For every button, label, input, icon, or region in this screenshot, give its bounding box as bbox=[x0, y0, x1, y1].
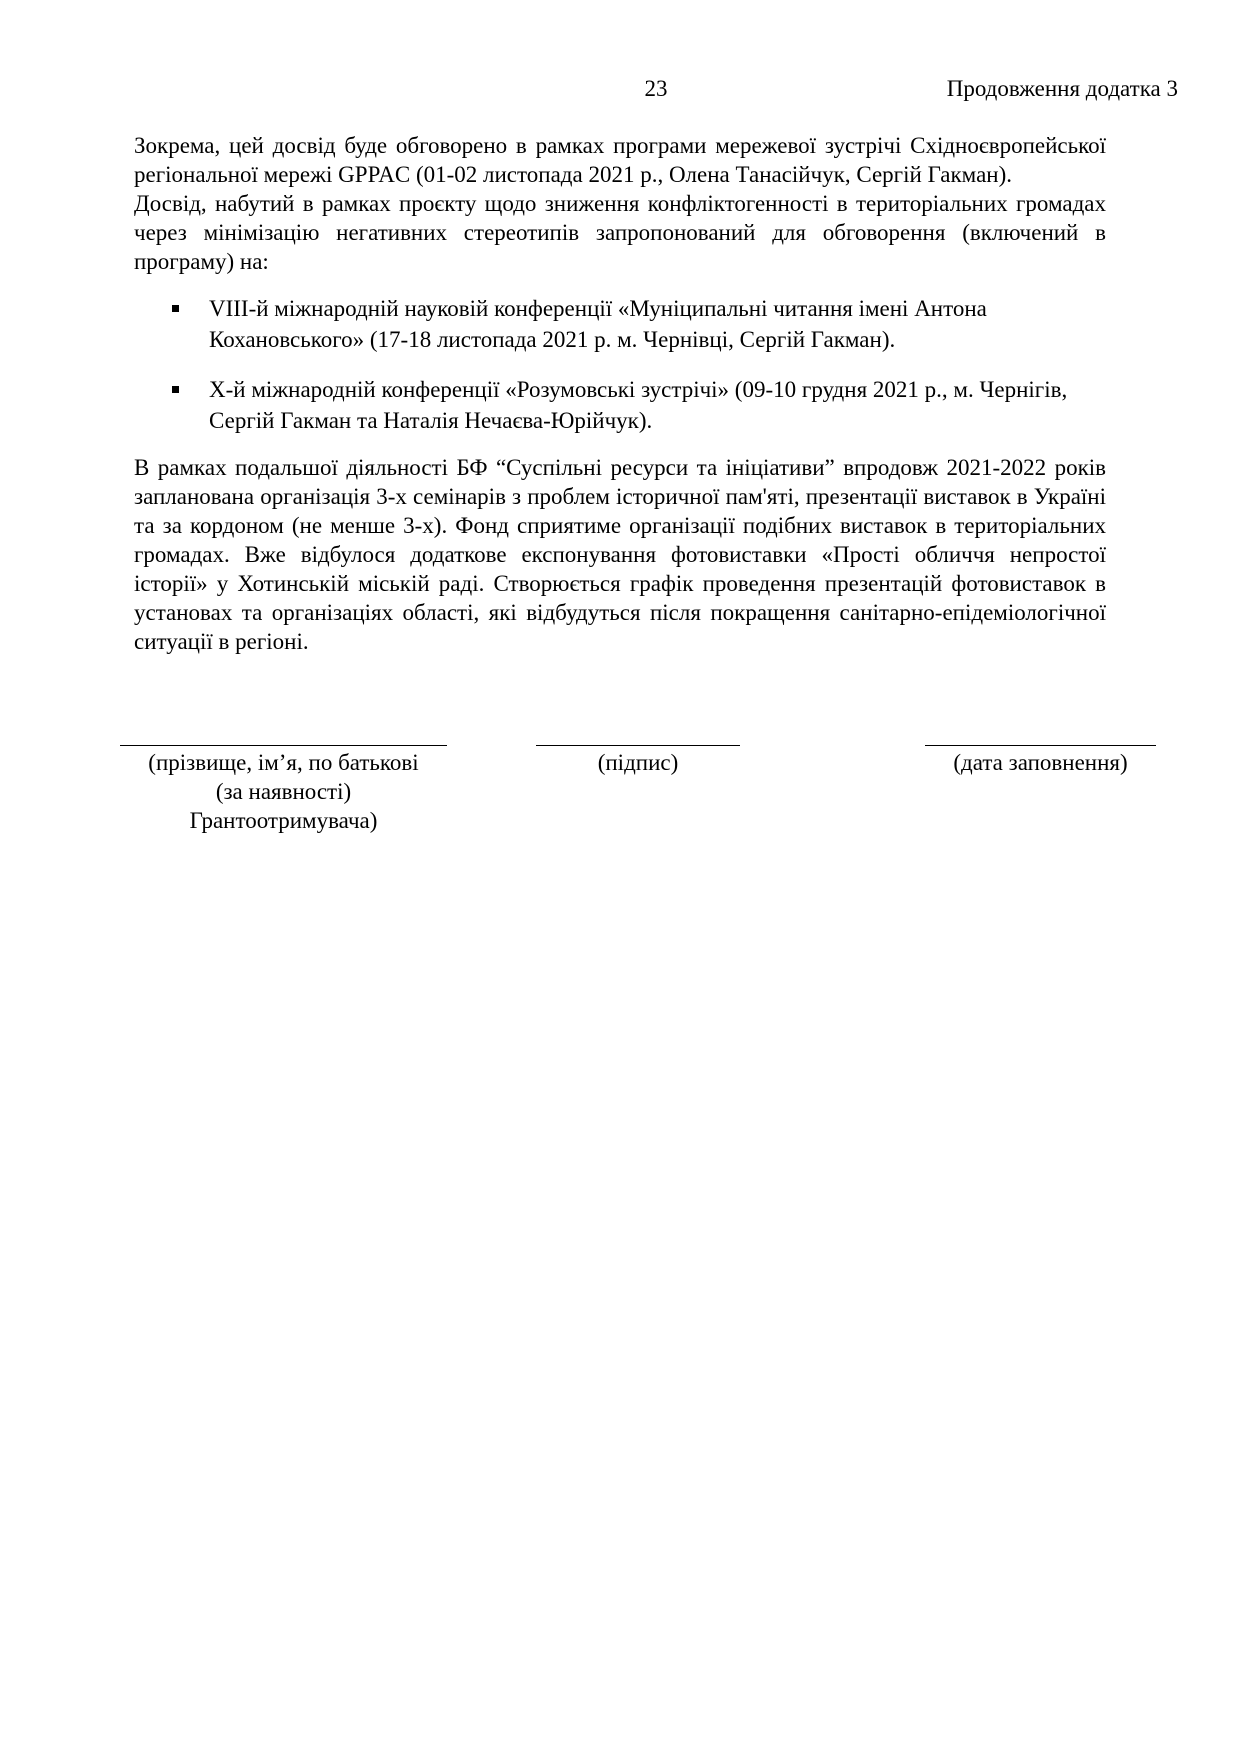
page-number: 23 bbox=[644, 76, 668, 101]
bullet-list-item-2 bbox=[134, 374, 1134, 436]
square-bullet-icon bbox=[172, 386, 179, 393]
name-caption-line-2: (за наявності) bbox=[215, 779, 352, 804]
bullet-list-item-1 bbox=[134, 293, 1134, 355]
signature-date-caption bbox=[925, 748, 1156, 777]
paragraph-future-activity: В рамках подальшої діяльності БФ “Суспільні ресурси та ініціативи” впродовж 2021-2022 років запланована організація 3-х семінарів з проблем історичної пам'яті, презентації виставок в Україні та за кордоном (не менше 3-х). Фонд сприятиме організації подібних виставок в територіальних громадах. Вже відбулося додаткове експонування фотовиставки «Прості обличчя непростої історії» у Хотинській міській раді. Створюється графік проведення презентацій фотовиставок в установах та організаціях області, які відбудуться після покращення санітарно-епідеміологічної ситуації в регіоні. bbox=[134, 455, 1106, 654]
signature-sign-line bbox=[536, 745, 740, 746]
continuation-label: Продовження додатка 3 bbox=[946, 76, 1178, 101]
paragraph-experience: Досвід, набутий в рамках проєкту щодо зниження конфліктогенності в територіальних громадах через мінімізацію негативних стереотипів запропонований для обговорення (включений в програму) на: bbox=[134, 191, 1106, 274]
list-item bbox=[134, 374, 1134, 436]
sign-caption: (підпис) bbox=[597, 750, 679, 775]
signature-date-line bbox=[925, 745, 1156, 746]
bullet-2-line-1: Х-й міжнародній конференції «Розумовські зустрічі» (09-10 грудня 2021 р., м. Чернігів, bbox=[209, 377, 1068, 402]
list-item bbox=[134, 293, 1134, 355]
signature-sign-caption bbox=[536, 748, 740, 777]
bullet-1-line-1: VIII-й міжнародній науковій конференції «Муніципальні читання імені Антона bbox=[209, 296, 987, 321]
bullet-1-line-2: Кохановського» (17-18 листопада 2021 р. м. Чернівці, Сергій Гакман). bbox=[209, 327, 896, 352]
bullet-2-line-2: Сергій Гакман та Наталія Нечаєва-Юрійчук). bbox=[209, 408, 653, 433]
name-caption-line-1: (прізвище, ім’я, по батькові bbox=[148, 750, 419, 775]
signature-name-caption bbox=[120, 748, 447, 835]
paragraph-gppac: Зокрема, цей досвід буде обговорено в рамках програми мережевої зустрічі Східноєвропейської регіональної мережі GPPAC (01-02 листопада 2021 р., Олена Танасійчук, Сергій Гакман). bbox=[134, 133, 1106, 187]
square-bullet-icon bbox=[172, 305, 179, 312]
date-caption: (дата заповнення) bbox=[953, 750, 1128, 775]
signature-name-line bbox=[120, 745, 447, 746]
name-caption-line-3: Грантоотримувача) bbox=[189, 808, 378, 833]
